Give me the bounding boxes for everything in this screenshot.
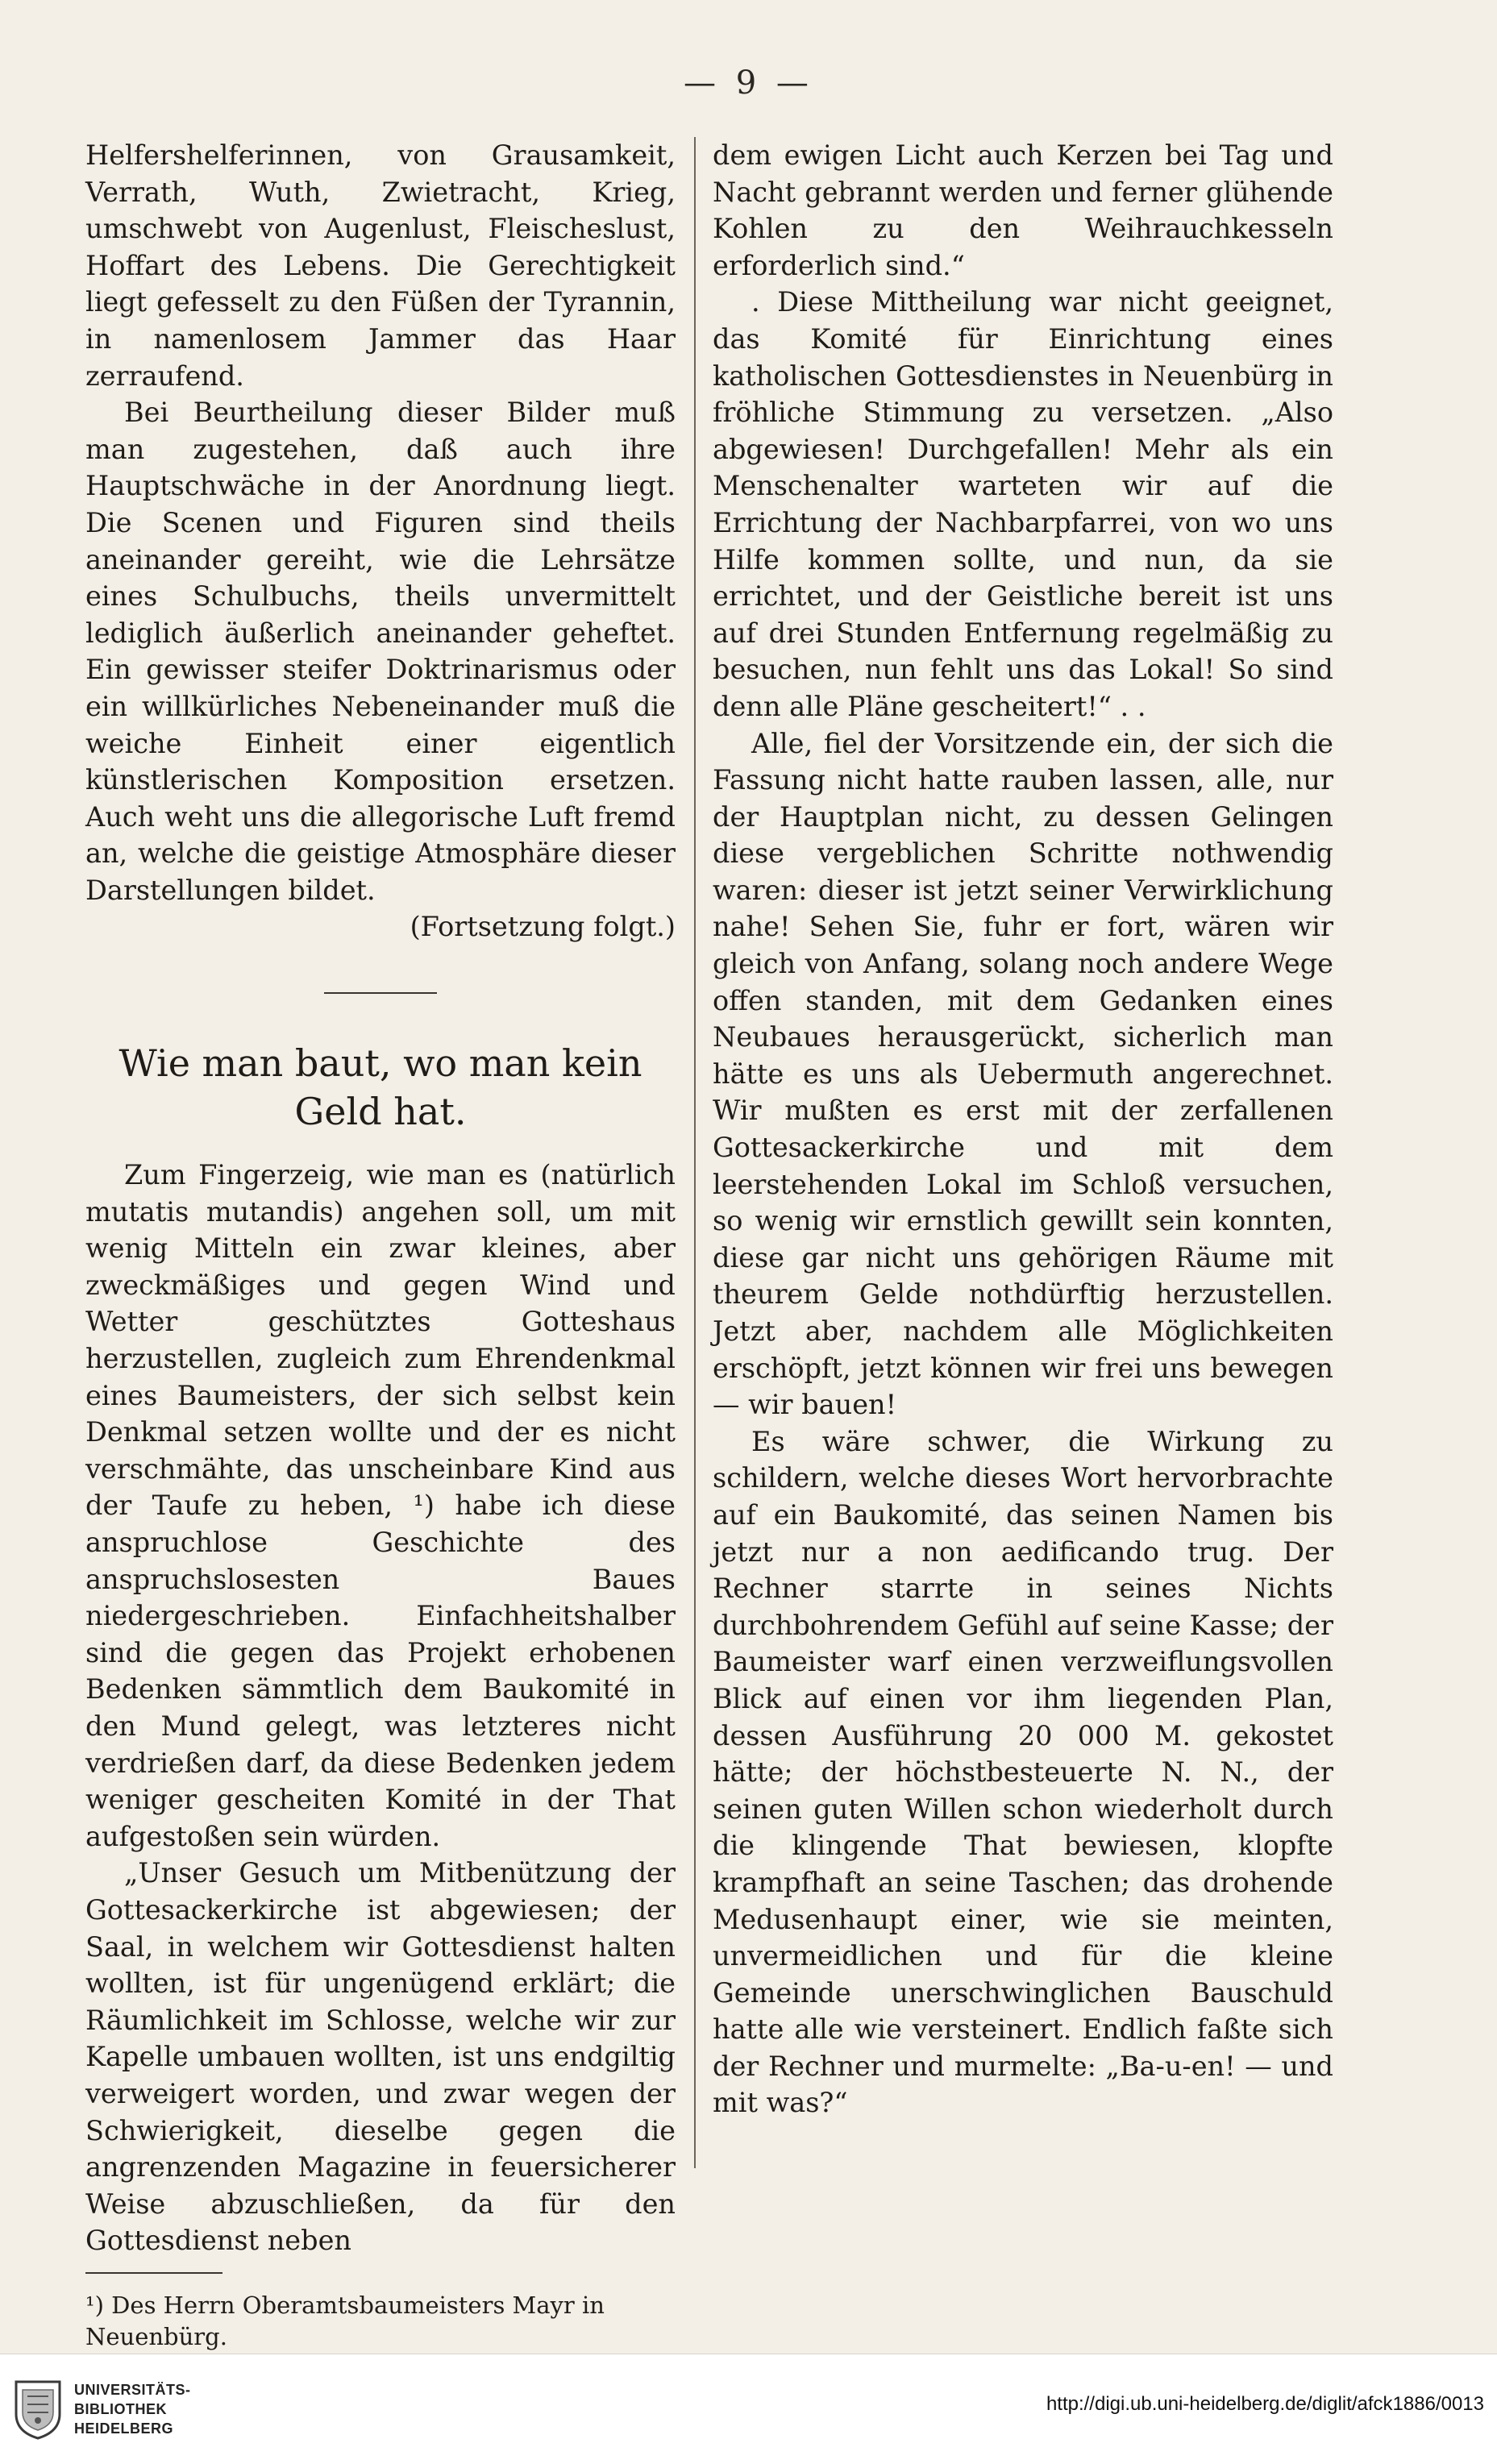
footnote-divider [85,2272,222,2274]
right-column [713,137,1333,2152]
paragraph-quote-end: dem ewigen Licht auch Kerzen bei Tag und Nacht gebrannt werden und ferner glühende Kohlen zu den Weihrauchkesseln erforderlich sind.“ [713,139,1333,281]
paragraph-chairman: Alle, fiel der Vorsitzende ein, der sich die Fassung nicht hatte rauben lassen, alle, nur der Hauptplan nicht, zu dessen Gelingen diese vergeblichen Schritte nothwendig waren: dieser ist jetzt seiner Verwirklichung nahe! Sehen Sie, fuhr er fort, wären wir gleich von Anfang, solang noch andere Wege offen standen, mit dem Gedanken eines Neubaues herausgerückt, sicherlich man hätte es uns als Uebermuth angerechnet. Wir mußten es erst mit der zerfallenen Gottesackerkirche und mit dem leerstehenden Lokal im Schloß versuchen, so wenig wir ernstlich gewillt sein konnten, diese gar nicht uns gehörigen Räume mit theurem Gelde nothdürftig herzustellen. Jetzt aber, nachdem alle Möglichkeiten erschöpft, jetzt können wir frei uns bewegen — wir bauen! [713,727,1333,1421]
paragraph-quote: „Unser Gesuch um Mitbenützung der Gottesackerkirche ist abgewiesen; der Saal, in welchem wir Gottesdienst halten wollten, ist für ungenügend erklärt; die Räumlichkeit im Schlosse, welche wir zur Kapelle umbauen wollten, ist uns endgiltig verweigert worden, und zwar wegen der Schwierigkeit, dieselbe gegen die angrenzenden Magazine in feuersicherer Weise abzuschließen, da für den Gottesdienst neben [85,1857,676,2257]
library-logo[interactable] [11,2375,197,2448]
library-name-line-3: HEIDELBERG [74,2420,174,2437]
column-divider [694,137,696,2168]
source-url-link[interactable]: http://digi.ub.uni-heidelberg.de/diglit/afck1886/0013 [1046,2393,1484,2415]
paragraph-assessment: Bei Beurtheilung dieser Bilder muß man zugestehen, daß auch ihre Hauptschwäche in der Anordnung liegt. Die Scenen und Figuren sind theils aneinander gereiht, wie die Lehrsätze eines Schulbuchs, theils unvermittelt lediglich äußerlich aneinander geheftet. Ein gewisser steifer Doktrinarismus oder ein willkürliches Nebeneinander muß die weiche Einheit einer eigentlich künstlerischen Komposition ersetzen. Auch weht uns die allegorische Luft fremd an, welche die geistige Atmosphäre dieser Darstellungen bildet. [85,397,676,906]
paragraph-effect: Es wäre schwer, die Wirkung zu schildern, welche dieses Wort hervorbrachte auf ein Baukomité, das seinen Namen bis jetzt nur a non aedificando trug. Der Rechner starrte in seines Nichts durchbohrendem Gefühl auf seine Kasse; der Baumeister warf einen verzweiflungsvollen Blick auf einen vor ihm liegenden Plan, dessen Ausführung 20 000 M. gekostet hätte; der höchstbesteuerte N. N., der seinen guten Willen schon wiederholt durch die klingende That bewiesen, klopfte krampfhaft an seine Taschen; das drohende Medusenhaupt einer, wie sie meinten, unvermeidlichen und für die kleine Gemeinde unerschwinglichen Bauschuld hatte alle wie versteinert. Endlich faßte sich der Rechner und murmelte: „Ba-u-en! — und mit was?“ [713,1425,1333,2119]
section-divider [324,992,437,994]
footer-bar [0,2354,1497,2464]
page-number: — 9 — [684,64,813,102]
paragraph-intro: Zum Fingerzeig, wie man es (natürlich mutatis mutandis) angehen soll, um mit wenig Mitteln ein zwar kleines, aber zweckmäßiges und gegen Wind und Wetter geschütztes Gotteshaus herzustellen, zugleich zum Ehrendenkmal eines Baumeisters, der sich selbst kein Denkmal setzen wollte und der es nicht verschmähte, das unscheinbare Kind aus der Taufe zu heben, ¹) habe ich diese anspruchlose Geschichte des anspruchslosesten Baues niedergeschrieben. Einfachheitshalber sind die gegen das Projekt erhobenen Bedenken sämmtlich dem Baukomité in den Mund gelegt, was letzteres nicht verdrießen darf, da diese Bedenken jedem weniger gescheiten Komité in der That aufgestoßen sein würden. [85,1159,676,1852]
section-heading [85,1039,676,1136]
library-name-line-2: BIBLIOTHEK [74,2401,167,2417]
footnote: ¹) Des Herrn Oberamtsbaumeisters Mayr in Neuenbürg. [85,2291,605,2350]
section-heading-line-1: Wie man baut, wo man kein [119,1041,642,1086]
paragraph-reaction: . Diese Mittheilung war nicht geeignet, das Komité für Einrichtung eines katholischen Gottesdienstes in Neuenbürg in fröhliche Stimmung zu versetzen. „Also abgewiesen! Durchgefallen! Mehr als ein Menschenalter warteten wir auf die Errichtung der Nachbarpfarrei, von wo uns Hilfe kommen sollte, und nun, da sie errichtet, und der Geistliche bereit ist uns auf drei Stunden Entfernung regelmäßig zu besuchen, nun fehlt uns das Lokal! So sind denn alle Pläne gescheitert!“ . . [713,286,1333,722]
section-heading-line-2: Geld hat. [294,1090,467,1134]
left-column [85,137,676,2350]
library-seal-icon [11,2379,64,2440]
continuation-note: (Fortsetzung folgt.) [410,911,676,943]
library-name [74,2380,191,2438]
library-name-line-1: UNIVERSITÄTS- [74,2382,191,2398]
paragraph-continuation: Helfershelferinnen, von Grausamkeit, Verrath, Wuth, Zwietracht, Krieg, umschwebt von Augenlust, Fleischeslust, Hoffart des Lebens. Die Gerechtigkeit liegt gefesselt zu den Füßen der Tyrannin, in namenlosem Jammer das Haar zerraufend. [85,139,676,392]
